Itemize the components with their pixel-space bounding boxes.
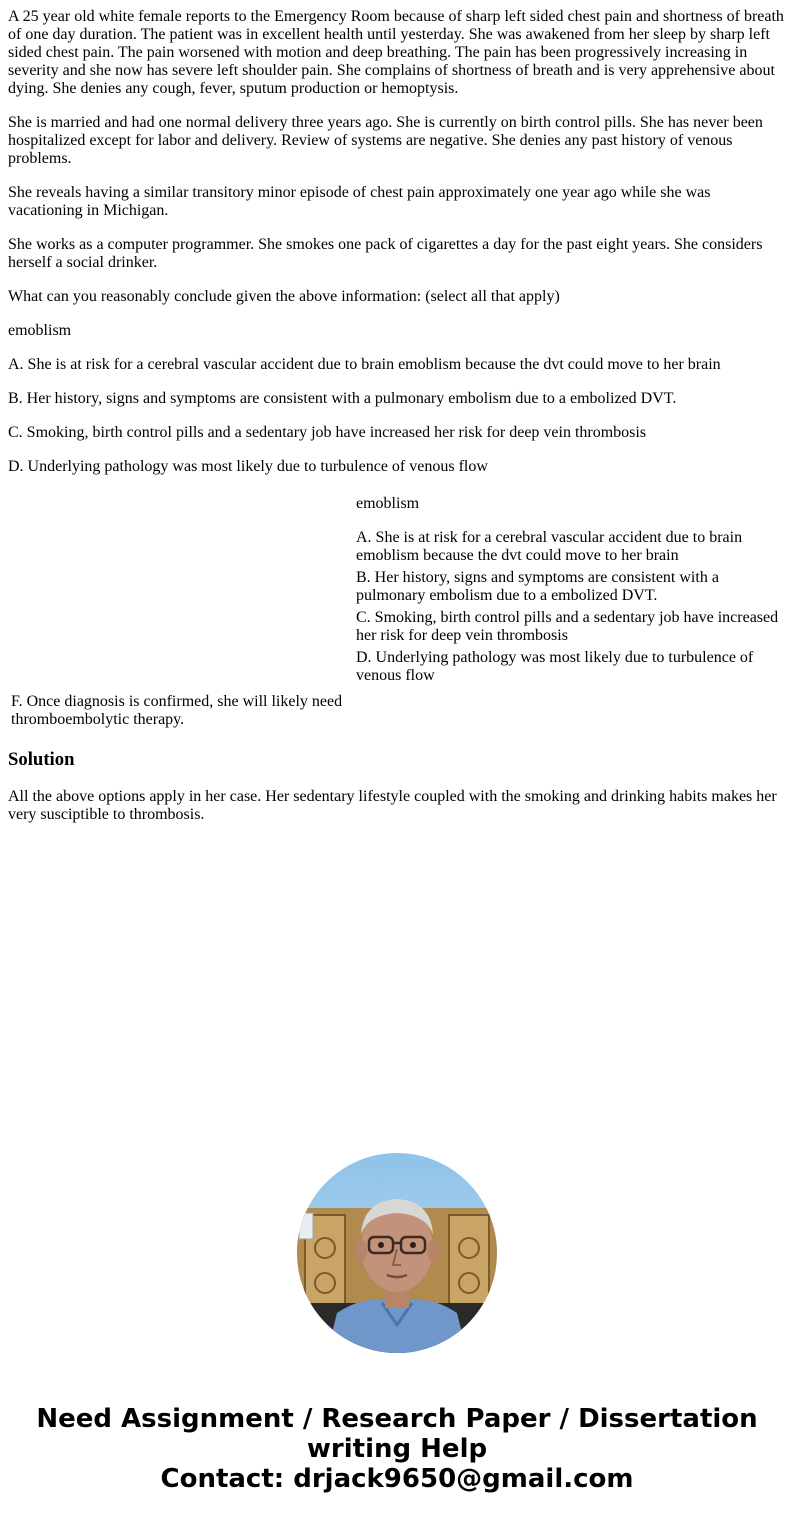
option-c: C. Smoking, birth control pills and a sedentary job have increased her risk for deep vein thrombosis <box>8 424 647 441</box>
promo-contact: Contact: drjack9650@gmail.com <box>160 1464 634 1494</box>
option-a: A. She is at risk for a cerebral vascular accident due to brain emoblism because the dvt could move to her brain <box>8 356 721 373</box>
case-paragraph-4: She works as a computer programmer. She smokes one pack of cigarettes a day for the past eight years. She considers herself a social drinker. <box>8 236 763 271</box>
solution-heading: Solution <box>8 749 75 770</box>
options-table-row <box>10 692 784 730</box>
promo-line-1: Need Assignment / Research Paper / Dissertation <box>36 1404 758 1434</box>
table-option-c: C. Smoking, birth control pills and a sedentary job have increased her risk for deep vein thrombosis <box>356 609 779 644</box>
question-stem: emoblism <box>8 322 72 339</box>
promo-banner <box>0 1404 794 1494</box>
case-paragraph-3: She reveals having a similar transitory minor episode of chest pain approximately one year ago while she was vacationing in Michigan. <box>8 184 711 219</box>
options-table <box>8 492 786 732</box>
options-table-row <box>10 494 784 690</box>
table-option-b: B. Her history, signs and symptoms are consistent with a pulmonary embolism due to a embolized DVT. <box>356 569 719 604</box>
table-option-d: D. Underlying pathology was most likely due to turbulence of venous flow <box>356 649 754 684</box>
option-b: B. Her history, signs and symptoms are consistent with a pulmonary embolism due to a embolized DVT. <box>8 390 677 407</box>
table-option-f: F. Once diagnosis is confirmed, she will likely need thromboembolytic therapy. <box>11 693 343 728</box>
table-question-stem: emoblism <box>356 495 420 512</box>
options-table-empty-cell <box>355 692 784 730</box>
table-option-a: A. She is at risk for a cerebral vascular accident due to brain emoblism because the dvt could move to her brain <box>356 529 743 564</box>
options-table-left-cell <box>10 494 353 690</box>
avatar <box>297 1153 497 1353</box>
case-paragraph-2: She is married and had one normal delivery three years ago. She is currently on birth control pills. She has never been hospitalized except for labor and delivery. Review of systems are negative. She denies any past history of venous problems. <box>8 114 763 167</box>
options-table-right-cell <box>355 494 784 690</box>
person-portrait-icon <box>297 1153 497 1353</box>
case-paragraph-1: A 25 year old white female reports to the Emergency Room because of sharp left sided chest pain and shortness of breath of one day duration. The patient was in excellent health until yesterday. She was awakened from her sleep by sharp left sided chest pain. The pain worsened with motion and deep breathing. The pain has been progressively increasing in severity and she now has severe left shoulder pain. She complains of shortness of breath and is very apprehensive about dying. She denies any cough, fever, sputum production or hemoptysis. <box>8 8 784 97</box>
question-prompt: What can you reasonably conclude given the above information: (select all that apply) <box>8 288 560 305</box>
option-d: D. Underlying pathology was most likely due to turbulence of venous flow <box>8 458 488 475</box>
promo-line-2: writing Help <box>306 1434 488 1464</box>
solution-text: All the above options apply in her case. Her sedentary lifestyle coupled with the smoking and drinking habits makes her very susciptible to thrombosis. <box>8 788 777 823</box>
